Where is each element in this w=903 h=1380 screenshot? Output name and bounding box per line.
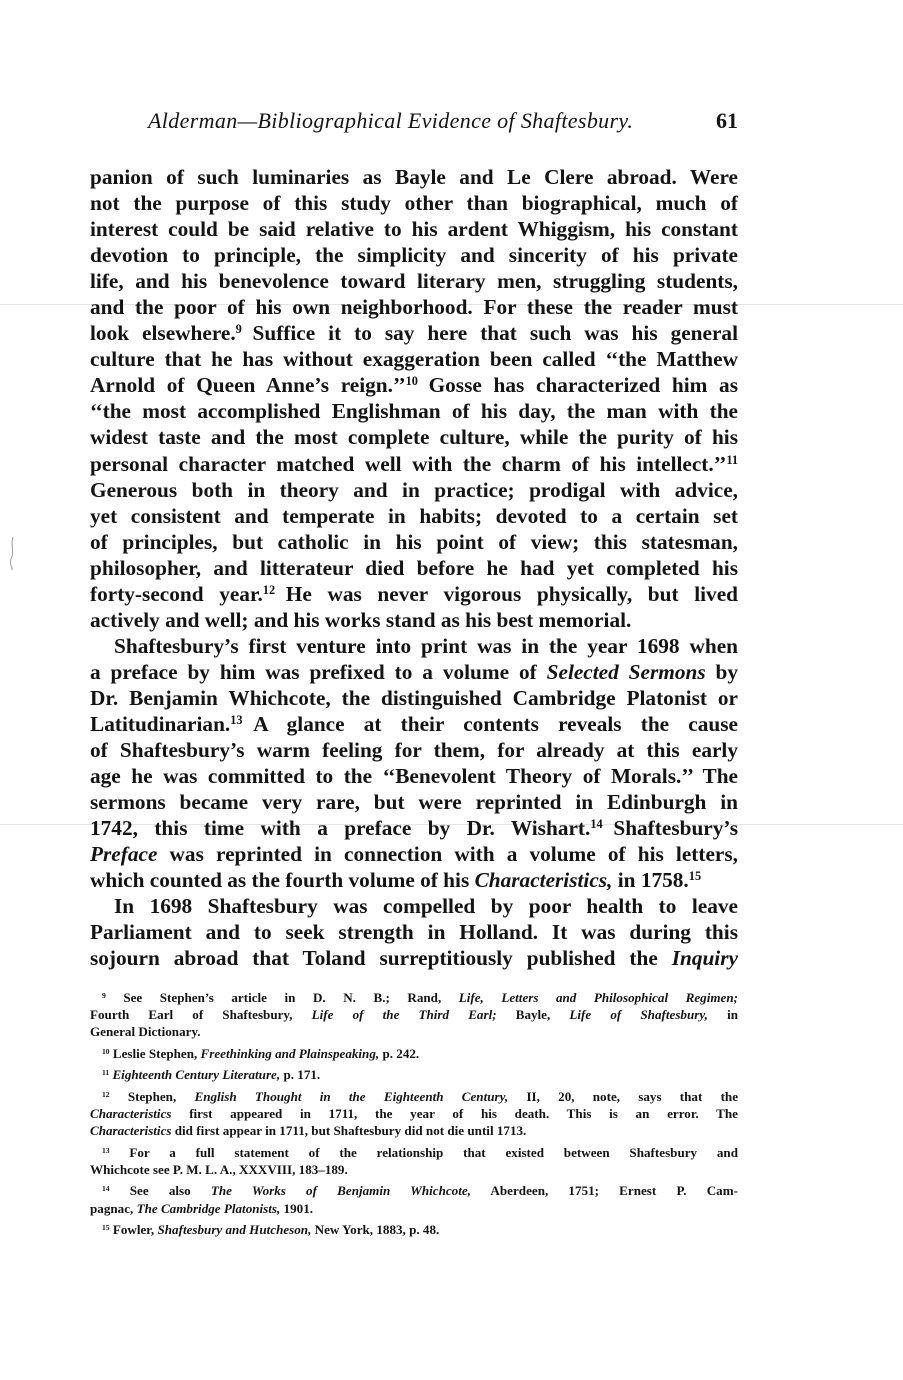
footnote-9-cont: Fourth Earl of Shaftesbury, Life of the Third Earl; Bayle, Life of Shaftesbury, in	[90, 1007, 739, 1023]
text-line: of Shaftesbury’s warm feeling for them, for already at this early	[90, 738, 738, 763]
text-line: Parliament and to seek strength in Holland. It was during this	[90, 920, 738, 945]
text-line: In 1698 Shaftesbury was compelled by poor health to leave	[114, 894, 738, 919]
footnote-14-cont: pagnac, The Cambridge Platonists, 1901.	[90, 1200, 314, 1216]
footnote-13: $^{13}$ For a full statement of the relationship that existed between Shaftesbury and	[102, 1144, 738, 1160]
footnote-10: $^{10}$ Leslie Stephen, Freethinking and Plainspeaking, p. 242.	[102, 1045, 420, 1061]
text-line: Arnold of Queen Anne’s reign.’’$^{10}$ Gosse has characterized him as	[90, 373, 738, 398]
footnote-ref: 15	[688, 869, 702, 884]
margin-mark	[8, 535, 16, 571]
text-line: not the purpose of this study other than biographical, much of	[90, 191, 738, 216]
footnote-ref: 13	[230, 713, 243, 728]
text-line: a preface by him was prefixed to a volume of Selected Sermons by	[90, 659, 739, 684]
text-line: life, and his benevolence toward literary men, struggling students,	[90, 269, 738, 294]
text-line: look elsewhere.$^9$ Suffice it to say here that such was his general	[90, 321, 739, 346]
page-number: 61	[716, 108, 738, 133]
footnote-12: $^{12}$ Stephen, English Thought in the Eighteenth Century, II, 20, note, says that the	[102, 1088, 739, 1104]
footnotes	[90, 989, 738, 1238]
text-line: sermons became very rare, but were reprinted in Edinburgh in	[90, 790, 738, 815]
text-line: personal character matched well with the charm of his intellect.’’$^{11}$	[90, 451, 738, 476]
text-line: Preface was reprinted in connection with a volume of his letters,	[90, 842, 738, 867]
book-title: Selected Sermons	[546, 659, 706, 684]
text-line: and the poor of his own neighborhood. For these the reader must	[90, 295, 738, 320]
text-line: interest could be said relative to his ardent Whiggism, his constant	[90, 217, 738, 242]
footnote-14: $^{14}$ See also The Works of Benjamin Whichcote, Aberdeen, 1751; Ernest P. Cam-	[102, 1183, 738, 1199]
text-line: ‘‘the most accomplished Englishman of his day, the man with the	[90, 399, 738, 424]
footnote-ref: 11	[726, 452, 738, 467]
book-title: Preface	[90, 842, 158, 867]
text-line: Shaftesbury’s first venture into print was in the year 1698 when	[114, 633, 738, 658]
text-line: forty-second year.$^{12}$ He was never vigorous physically, but lived	[90, 581, 738, 606]
footnote-ref: 10	[405, 374, 418, 389]
text-line: sojourn abroad that Toland surreptitiously published the Inquiry	[90, 946, 738, 971]
text-line: devotion to principle, the simplicity and sincerity of his private	[90, 243, 738, 268]
book-title: Characteristics,	[474, 868, 613, 893]
footnote-12-cont: Characteristics did first appear in 1711, but Shaftesbury did not die until 1713.	[90, 1123, 527, 1139]
body-text	[90, 164, 738, 971]
footnote-ref: 14	[590, 817, 603, 832]
text-line: actively and well; and his works stand as his best memorial.	[90, 607, 632, 632]
footnote-ref: 9	[235, 322, 242, 337]
text-line: widest taste and the most complete culture, while the purity of his	[90, 425, 738, 450]
text-line: of principles, but catholic in his point of view; this statesman,	[90, 529, 738, 554]
footnote-9: $^9$ See Stephen’s article in D. N. B.; Rand, Life, Letters and Philosophical Regimen;	[102, 990, 738, 1005]
text-line: age he was committed to the ‘‘Benevolent Theory of Morals.’’ The	[90, 764, 738, 789]
text-line: 1742, this time with a preface by Dr. Wishart.$^{14}$ Shaftesbury’s	[90, 816, 738, 841]
page-header	[90, 108, 738, 138]
running-head: Alderman—Bibliographical Evidence of Shaftesbury.	[148, 108, 634, 133]
book-title: Inquiry	[671, 946, 738, 971]
text-line: Latitudinarian.$^{13}$ A glance at their contents reveals the cause	[90, 711, 738, 736]
text-line: culture that he has without exaggeration been called ‘‘the Matthew	[90, 347, 738, 372]
text-line: yet consistent and temperate in habits; devoted to a certain set	[90, 503, 738, 528]
text-line: Generous both in theory and in practice; prodigal with advice,	[90, 477, 738, 502]
footnote-15: $^{15}$ Fowler, Shaftesbury and Hutcheson, New York, 1883, p. 48.	[102, 1222, 440, 1238]
text-line: which counted as the fourth volume of his Characteristics, in 1758.15	[90, 868, 702, 893]
footnote-11: $^{11}$ Eighteenth Century Literature, p. 171.	[102, 1067, 321, 1083]
text-line: philosopher, and litterateur died before he had yet completed his	[90, 555, 738, 580]
footnote-ref: 12	[262, 582, 276, 597]
text-line: Dr. Benjamin Whichcote, the distinguished Cambridge Platonist or	[90, 685, 738, 710]
footnote-9-cont: General Dictionary.	[90, 1024, 201, 1040]
footnote-12-cont: Characteristics first appeared in 1711, the year of his death. This is an error. The	[90, 1106, 738, 1122]
text-line: panion of such luminaries as Bayle and Le Clere abroad. Were	[90, 165, 738, 189]
footnote-13-cont: Whichcote see P. M. L. A., XXXVIII, 183–189.	[90, 1161, 348, 1177]
